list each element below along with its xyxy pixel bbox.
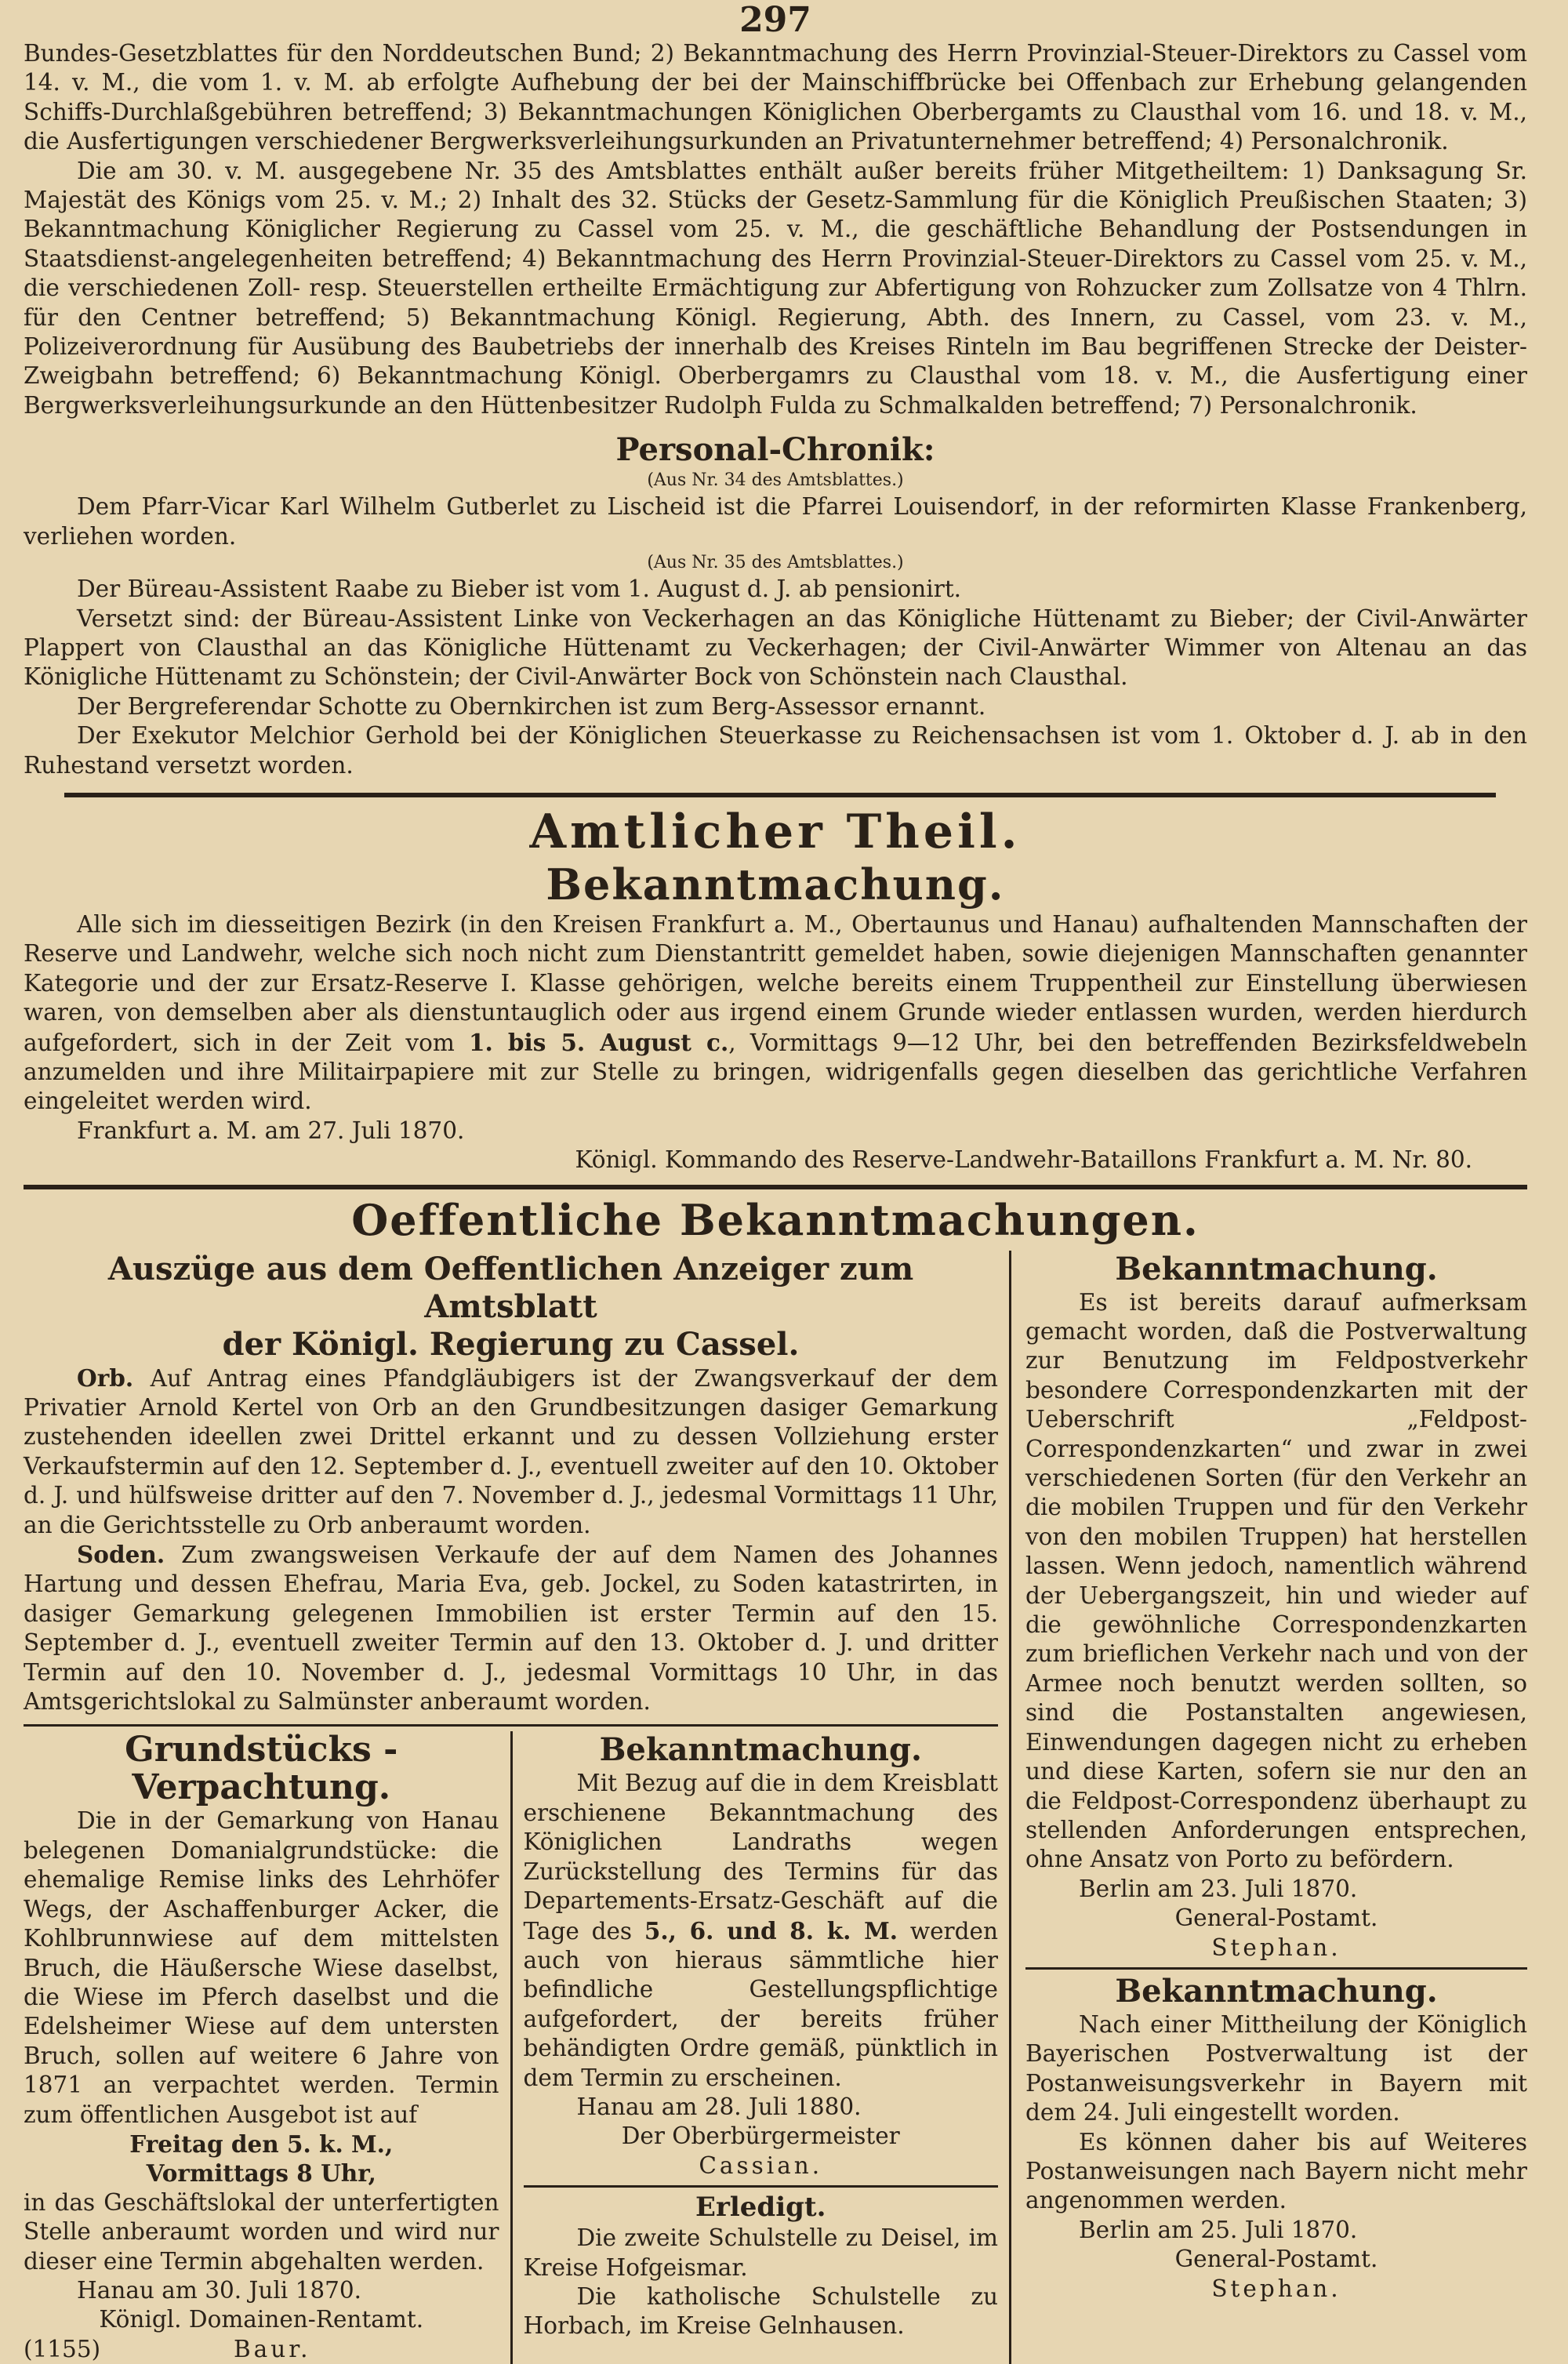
mid-body-end: werden auch von hieraus sämmtliche hier befindliche Gestellungspflichtige aufgefordert, der bereits früher behändigten Ordre gemäß, pünktlich in dem Termin zu erscheinen.: [523, 1917, 998, 2091]
chronik-entry-4: Der Bergreferendar Schotte zu Obernkirchen ist zum Berg-Assessor ernannt.: [77, 692, 986, 720]
bekanntmachung-mid-title: Bekanntmachung.: [599, 1731, 922, 1769]
mid-signature: Cassian.: [699, 2152, 823, 2179]
section-divider: [64, 793, 1496, 797]
soden-label: Soden.: [77, 1541, 165, 1569]
bekanntmachung-right-2-body: Nach einer Mittheilung der Königlich Bayerischen Postverwaltung ist der Postanweisungsverkehr in Bayern mit dem 24. Juli eingestellt worden.: [1025, 2010, 1527, 2126]
auszuege-title-line2: der Königl. Regierung zu Cassel.: [222, 1325, 800, 1363]
erledigt-title: Erledigt.: [695, 2192, 826, 2224]
right-2-signature: Stephan.: [1211, 2275, 1341, 2302]
right-1-office: General-Postamt.: [1174, 1905, 1378, 1932]
chronik-source-2: (Aus Nr. 35 des Amtsblattes.): [647, 553, 904, 573]
amtlicher-theil-title: Amtlicher Theil.: [529, 804, 1022, 859]
chronik-entry-3: Versetzt sind: der Büreau-Assistent Linke von Veckerhagen an das Königliche Hüttenamt zu Bieber; der Civil-Anwärter Plappert von Clausthal an das Königliche Hüttenamt zu Veckerhagen; der Civil-Anwärter Wimmer von Altenau an das Königliche Hüttenamt zu Schönstein; der Civil-Anwärter Bock von Schönstein nach Clausthal.: [24, 605, 1527, 691]
grundstuecks-office: Königl. Domainen-Rentamt.: [99, 2306, 424, 2333]
bekanntmachung-right-1-title: Bekanntmachung.: [1115, 1250, 1438, 1287]
mid-place-date: Hanau am 28. Juli 1880.: [576, 2093, 862, 2120]
orb-label: Orb.: [77, 1364, 134, 1392]
bekanntmachung-right-2-title: Bekanntmachung.: [1115, 1972, 1438, 2010]
bekanntmachung-right-1-body: Es ist bereits darauf aufmerksam gemacht worden, daß die Postverwaltung zur Benutzung im Feldpostverkehr besondere Correspondenzkarten mit der Ueberschrift „Feldpost-Correspondenzkarten“ und zwar in zwei verschiedenen Sorten (für den Verkehr an die mobilen Truppen und für den Verkehr von den mobilen Truppen) hat herstellen lassen. Wenn jedoch, namentlich während der Uebergangszeit, hin und wieder auf die gewöhnliche Correspondenzkarten zum brieflichen Verkehr nach und von der Armee noch benutzt werden sollten, so sind die Postanstalten angewiesen, Einwendungen dagegen nicht zu erheben und diese Karten, sofern sie nur den an die Feldpost-Correspondenz überhaupt zu stellenden Anforderungen entsprechen, ohne Ansatz von Porto zu befördern.: [1025, 1288, 1527, 1873]
section-divider-2: [24, 1185, 1527, 1189]
grundstuecks-number: (1155): [24, 2335, 101, 2362]
grundstuecks-date-line: Freitag den 5. k. M.,: [129, 2130, 394, 2158]
amtlicher-body-dates: 1. bis 5. August c.: [469, 1028, 729, 1056]
page-number: 297: [739, 0, 811, 40]
column-divider: [24, 1724, 998, 1727]
mid-body-dates: 5., 6. und 8. k. M.: [644, 1916, 898, 1945]
amtlicher-body-start: Alle sich im diesseitigen Bezirk (in den Kreisen Frankfurt a. M., Obertaunus und Hanau) aufhaltenden Mannschaften der Reserve und Landwehr, welche sich noch nicht zum Dienstantritt gemeldet haben, sowie diejenigen Mannschaften genannter Kategorie und der zur Ersatz-Reserve I. Klasse gehörigen, welche bereits einem Truppentheil zur Einstellung überwiesen waren, von demselben aber als dienstuntauglich oder aus irgend einem Grunde wieder entlassen wurden, werden hierdurch aufgefordert, sich in der Zeit vom: [24, 910, 1527, 1056]
grundstuecks-title: Grundstücks - Verpachtung.: [125, 1730, 398, 1808]
amtlicher-signature: Königl. Kommando des Reserve-Landwehr-Bataillons Frankfurt a. M. Nr. 80.: [575, 1146, 1472, 1174]
orb-notice: [24, 1364, 998, 1540]
right-2-place-date: Berlin am 25. Juli 1870.: [1079, 2216, 1358, 2243]
chronik-entry-5: Der Exekutor Melchior Gerhold bei der Königlichen Steuerkasse zu Reichensachsen ist vom 1. Oktober d. J. ab in den Ruhestand versetzt worden.: [24, 722, 1527, 779]
right-1-signature: Stephan.: [1211, 1934, 1341, 1961]
left-wide-area: [24, 1251, 1011, 2364]
erledigt-divider: [524, 2185, 999, 2188]
erledigt-item-2: Die katholische Schulstelle zu Horbach, im Kreise Gelnhausen.: [523, 2282, 998, 2340]
auszuege-title-line1: Auszüge aus dem Oeffentlichen Anzeiger zum Amtsblatt: [107, 1250, 914, 1325]
mid-body-start: Mit Bezug auf die in dem Kreisblatt erschienene Bekanntmachung des Königlichen Landraths wegen Zurückstellung des Termins für das Departements-Ersatz-Geschäft auf die Tage des: [523, 1770, 998, 1945]
top-paragraph-2: Die am 30. v. M. ausgegebene Nr. 35 des Amtsblattes enthält außer bereits früher Mitgetheiltem: 1) Danksagung Sr. Majestät des Königs vom 25. v. M.; 2) Inhalt des 32. Stücks der Gesetz-Sammlung für die Königlich Preußischen Staaten; 3) Bekanntmachung Königlicher Regierung zu Cassel vom 25. v. M., die geschäftliche Behandlung der Postsendungen in Staatsdienst-angelegenheiten betreffend; 4) Bekanntmachung des Herrn Provinzial-Steuer-Direktors zu Cassel vom 25. v. M., die verschiedenen Zoll- resp. Steuerstellen ertheilte Ermächtigung zur Abfertigung von Rohzucker zum Zollsatze von 4 Thlrn. für den Centner betreffend; 5) Bekanntmachung Königl. Regierung, Abth. des Innern, zu Cassel, vom 23. v. M., Polizeiverordnung für Ausübung des Baubetriebs der innerhalb des Kreises Rinteln im Bau begriffenen Strecke der Deister-Zweigbahn betreffend; 6) Bekanntmachung Königl. Oberbergamrs zu Clausthal vom 18. v. M., die Ausfertigung einer Bergwerksverleihungsurkunde an den Hüttenbesitzer Rudolph Fulda zu Schmalkalden betreffend; 7) Personalchronik.: [24, 157, 1527, 419]
grundstuecks-body-2: in das Geschäftslokal der unterfertigten Stelle anberaumt worden und wird nur dieser eine Termin abgehalten werden.: [24, 2188, 499, 2275]
grundstuecks-column: [24, 1731, 513, 2364]
right-1-place-date: Berlin am 23. Juli 1870.: [1079, 1875, 1358, 1902]
soden-text: Zum zwangsweisen Verkaufe der auf dem Namen des Johannes Hartung und dessen Ehefrau, Maria Eva, geb. Jockel, zu Soden katastrirten, in dasiger Gemarkung gelegenen Immobilien ist erster Termin auf den 15. September d. J., eventuell zweiter Termin auf den 13. Oktober d. J. und dritter Termin auf den 10. November d. J., jedesmal Vormittags 10 Uhr, in das Amtsgerichtslokal zu Salmünster anberaumt worden.: [24, 1542, 998, 1716]
chronik-entry-1: Dem Pfarr-Vicar Karl Wilhelm Gutberlet zu Lischeid ist die Pfarrei Louisendorf, in der reformirten Klasse Frankenberg, verliehen worden.: [24, 493, 1527, 550]
bekanntmachung-mid-body: [524, 1769, 999, 2092]
oeffentliche-title: Oeffentliche Bekanntmachungen.: [351, 1194, 1200, 1245]
amtlicher-body-end: , Vormittags 9—12 Uhr, bei den betreffenden Bezirksfeldwebeln anzumelden und ihre Militairpapiere mit zur Stelle zu bringen, widrigenfalls gegen dieselben das gerichtliche Verfahren eingeleitet werden wird.: [24, 1029, 1528, 1115]
grundstuecks-footer: [24, 2335, 499, 2364]
orb-text: Auf Antrag eines Pfandgläubigers ist der Zwangsverkauf der dem Privatier Arnold Kertel von Orb an den Grundbesitzungen dasiger Gemarkung zustehenden ideellen zwei Drittel erkannt und zu dessen Vollziehung erster Verkaufstermin auf den 12. September d. J., eventuell zweiter auf den 10. Oktober d. J. und hülfsweise dritter auf den 7. November d. J., jedesmal Vormittags 11 Uhr, an die Gerichtsstelle zu Orb anberaumt worden.: [24, 1364, 998, 1538]
soden-notice: [24, 1540, 998, 1716]
bekanntmachung-right-2-body-2: Es können daher bis auf Weiteres Postanweisungen nach Bayern nicht mehr angenommen werden.: [1025, 2128, 1527, 2214]
right-divider: [1025, 1967, 1527, 1970]
erledigt-item-1: Die zweite Schulstelle zu Deisel, im Kreise Hofgeismar.: [523, 2224, 998, 2281]
grundstuecks-time-line: Vormittags 8 Uhr,: [146, 2159, 376, 2188]
amtlicher-theil-body: [24, 910, 1527, 1117]
amtlicher-place-date: Frankfurt a. M. am 27. Juli 1870.: [77, 1117, 465, 1144]
chronik-source-1: (Aus Nr. 34 des Amtsblattes.): [647, 470, 904, 491]
grundstuecks-body: Die in der Gemarkung von Hanau belegenen Domanialgrundstücke: die ehemalige Remise links des Lehrhöfer Wegs, der Aschaffenburger Acker, die Kohlbrunnwiese auf dem mittelsten Bruch, die Häußersche Wiese daselbst, die Wiese im Pferch daselbst und die Edelsheimer Wiese auf dem untersten Bruch, sollen auf weitere 6 Jahre von 1871 an verpachtet werden. Termin zum öffentlichen Ausgebot ist auf: [24, 1807, 499, 2128]
mid-office: Der Oberbürgermeister: [621, 2123, 900, 2150]
amtlicher-theil-subtitle: Bekanntmachung.: [546, 859, 1005, 910]
right-2-office: General-Postamt.: [1174, 2246, 1378, 2273]
grundstuecks-place-date: Hanau am 30. Juli 1870.: [77, 2276, 362, 2304]
right-column: [1011, 1251, 1527, 2364]
grundstuecks-signature: Baur.: [233, 2335, 311, 2362]
chronik-entry-2: Der Büreau-Assistent Raabe zu Bieber ist vom 1. August d. J. ab pensionirt.: [77, 576, 962, 603]
lower-two-columns: [24, 1731, 998, 2364]
top-paragraph-1: Bundes-Gesetzblattes für den Norddeutschen Bund; 2) Bekanntmachung des Herrn Provinzial-Steuer-Direktors zu Cassel vom 14. v. M., die vom 1. v. M. ab erfolgte Aufhebung der bei der Mainschiffbrücke bei Offenbach zur Erhebung gelangenden Schiffs-Durchlaßgebühren betreffend; 3) Bekanntmachungen Königlichen Oberbergamts zu Clausthal vom 16. und 18. v. M., die Ausfertigungen verschiedener Bergwerksverleihungsurkunden an Privatunternehmer betreffend; 4) Personalchronik.: [24, 40, 1527, 155]
personal-chronik-title: Personal-Chronik:: [615, 431, 935, 469]
three-column-layout: [24, 1251, 1527, 2364]
mid-column: [513, 1731, 999, 2364]
